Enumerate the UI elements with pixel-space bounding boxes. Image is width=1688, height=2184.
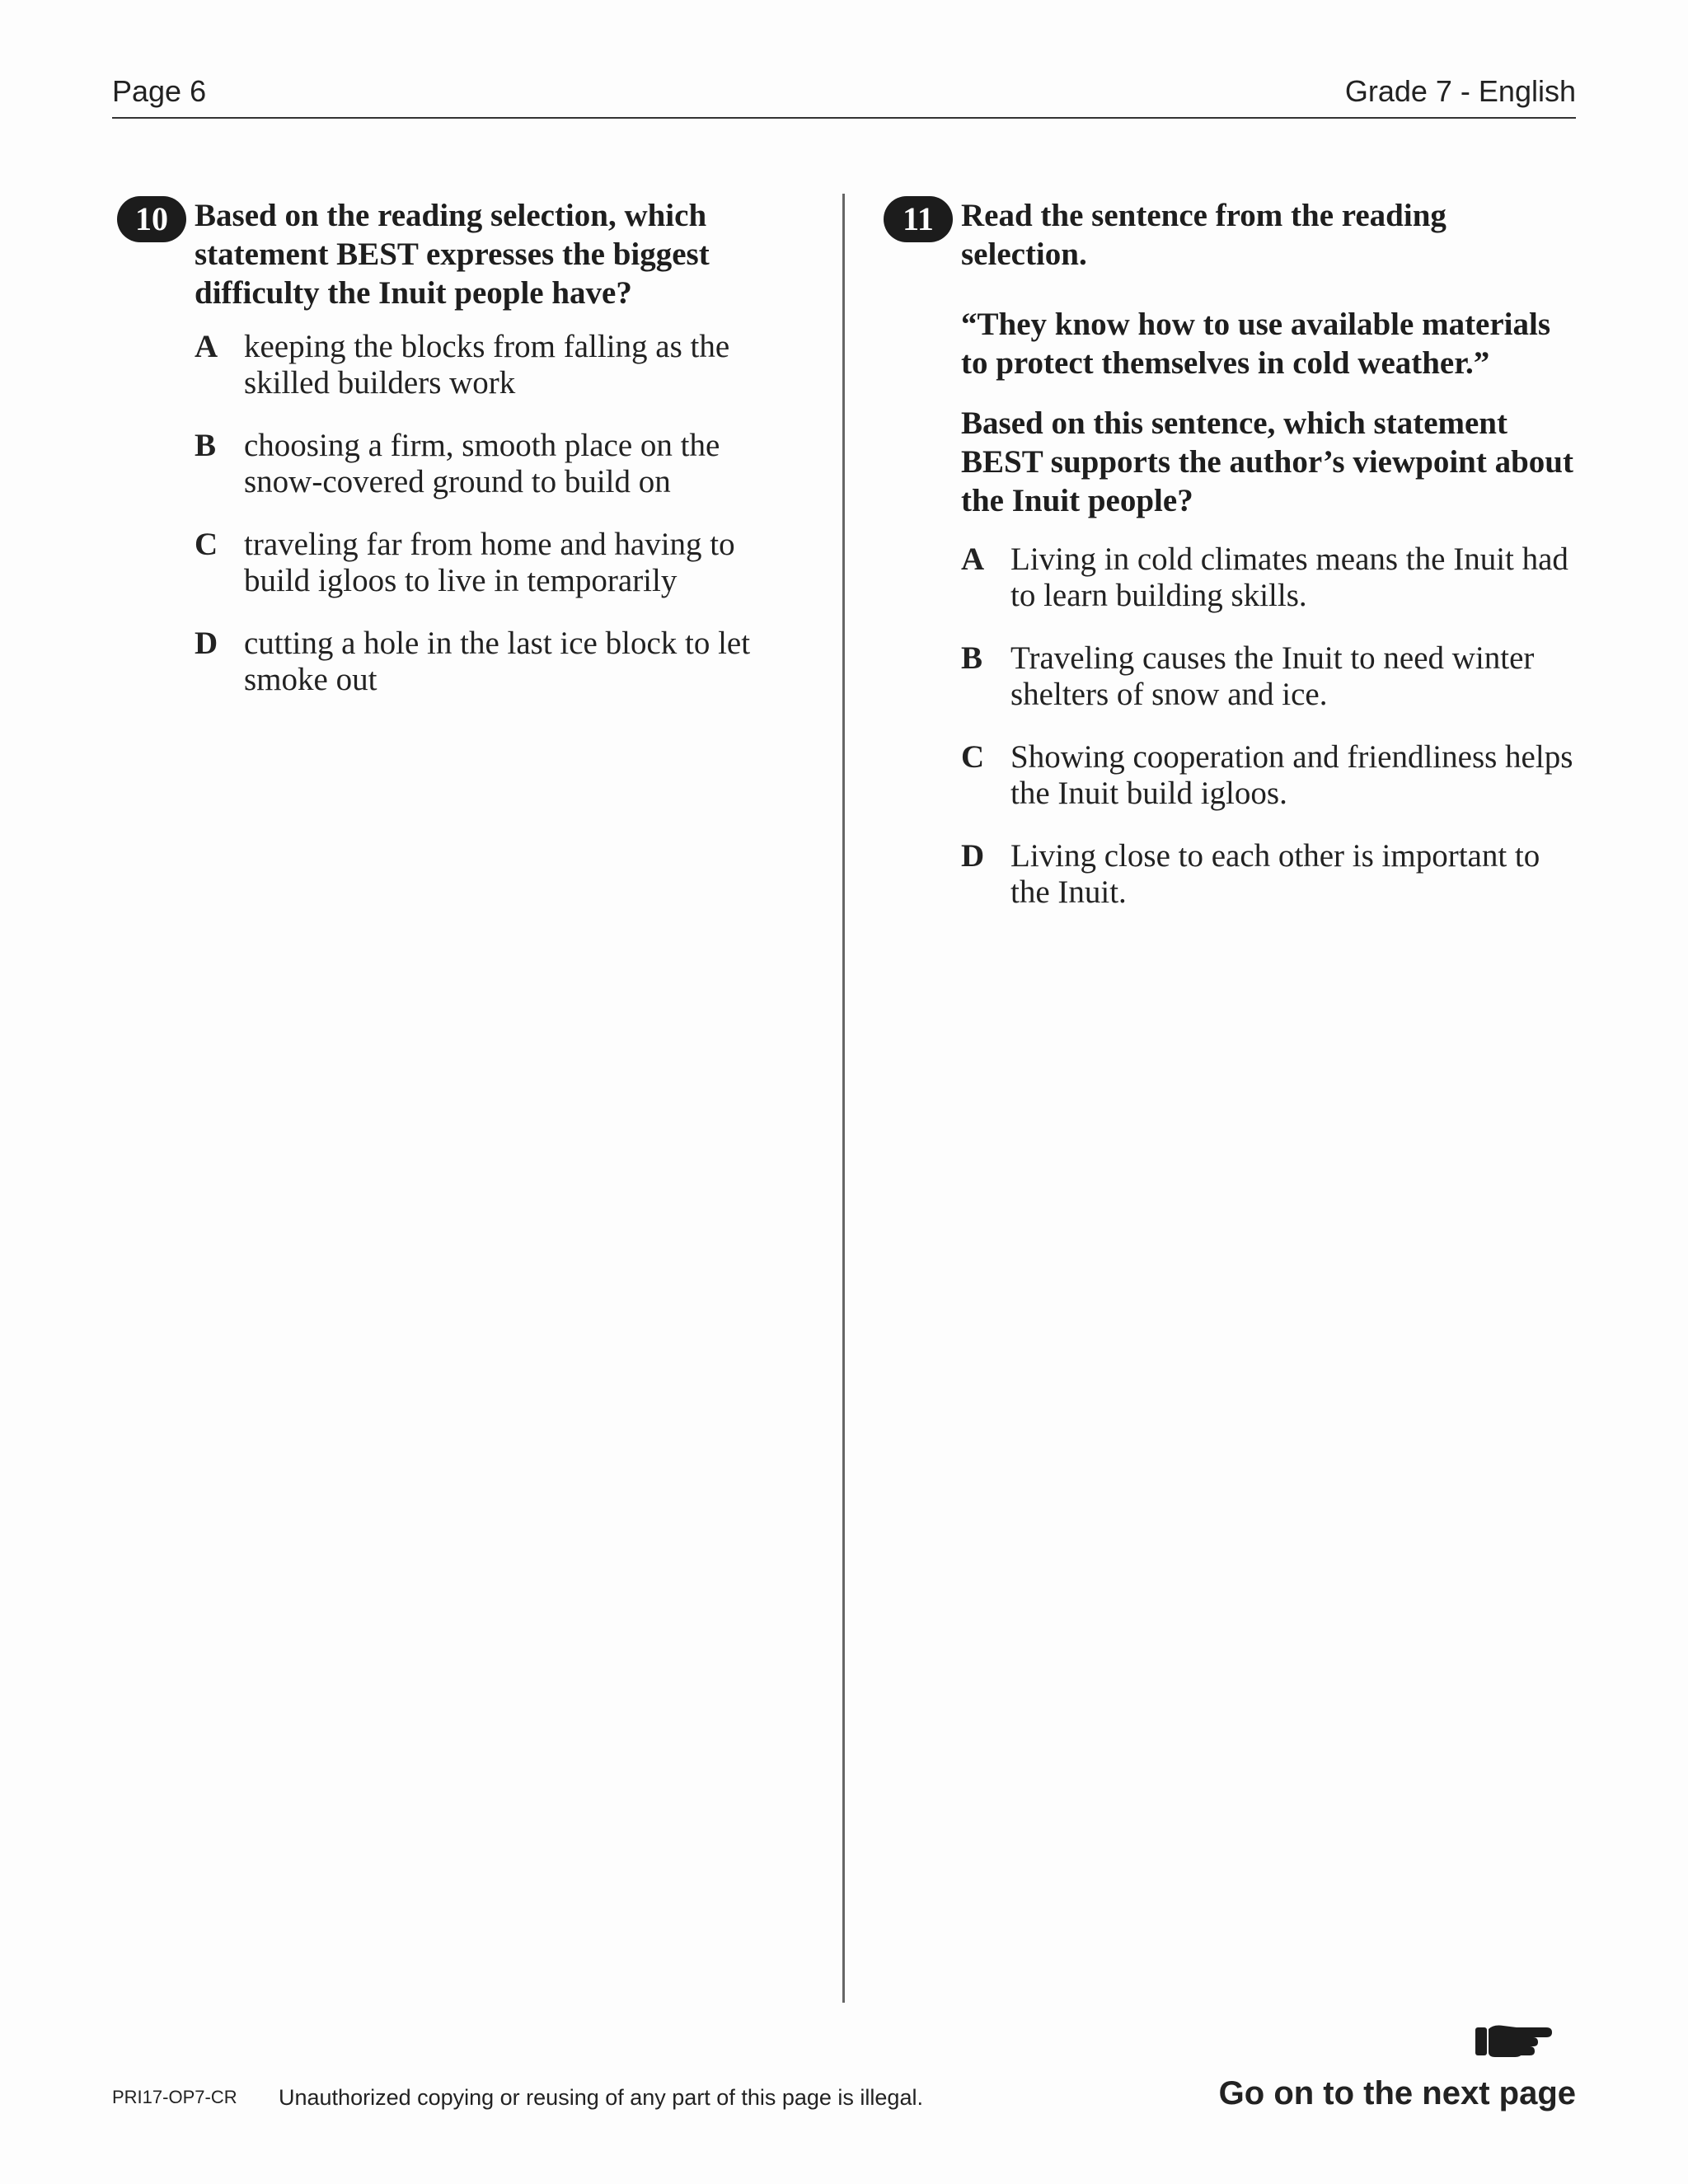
option-text: Traveling causes the Inuit to need winter shelters of snow and ice.	[1010, 640, 1535, 712]
answer-option-a[interactable]	[961, 541, 1576, 614]
question-stem: Based on the reading selection, which statement BEST expresses the biggest difficulty the Inuit people have?	[195, 198, 710, 311]
option-letter: D	[961, 838, 985, 874]
option-letter: D	[195, 626, 218, 661]
subject-label: Grade 7 - English	[1344, 74, 1576, 108]
option-letter: C	[195, 527, 218, 562]
column-divider	[842, 194, 845, 2003]
option-text: Living in cold climates means the Inuit had to learn building skills.	[1010, 541, 1568, 613]
option-text: keeping the blocks from falling as the skilled builders work	[244, 329, 730, 401]
option-text: choosing a firm, smooth place on the snow-covered ground to build on	[244, 428, 720, 499]
question-number-badge: 11	[884, 196, 953, 242]
next-page-instruction: Go on to the next page	[1218, 2075, 1576, 2111]
option-letter: A	[195, 329, 218, 364]
option-text: Showing cooperation and friendliness helps the Inuit build igloos.	[1010, 739, 1573, 811]
option-letter: B	[961, 640, 983, 676]
pointing-hand-icon	[1474, 2019, 1553, 2065]
form-code: PRI17-OP7-CR	[112, 2087, 237, 2107]
quoted-sentence: “They know how to use available materials to protect themselves in cold weather.”	[961, 307, 1551, 381]
answer-option-c[interactable]	[961, 739, 1576, 812]
question-10	[112, 196, 788, 724]
option-text: cutting a hole in the last ice block to let smoke out	[244, 626, 751, 697]
answer-option-d[interactable]	[961, 838, 1576, 911]
question-11	[879, 196, 1576, 937]
page-number: Page 6	[112, 74, 207, 108]
answer-option-b[interactable]	[961, 640, 1576, 713]
question-stem: Read the sentence from the reading selection.	[961, 198, 1447, 272]
answer-option-a[interactable]	[195, 329, 788, 401]
option-text: Living close to each other is important to the Inuit.	[1010, 838, 1540, 910]
answer-option-d[interactable]	[195, 626, 788, 698]
answer-option-b[interactable]	[195, 428, 788, 500]
page-header	[112, 74, 1576, 119]
question-number-badge: 10	[117, 196, 186, 242]
question-prompt: Based on this sentence, which statement BEST supports the author’s viewpoint about the Inuit people?	[961, 405, 1573, 518]
option-text: traveling far from home and having to build igloos to live in temporarily	[244, 527, 735, 598]
answer-option-c[interactable]	[195, 527, 788, 599]
option-letter: C	[961, 739, 985, 775]
option-letter: A	[961, 541, 985, 577]
copyright-notice: Unauthorized copying or reusing of any part of this page is illegal.	[279, 2085, 923, 2110]
answer-options	[961, 541, 1576, 911]
answer-options	[195, 329, 788, 698]
option-letter: B	[195, 428, 217, 463]
